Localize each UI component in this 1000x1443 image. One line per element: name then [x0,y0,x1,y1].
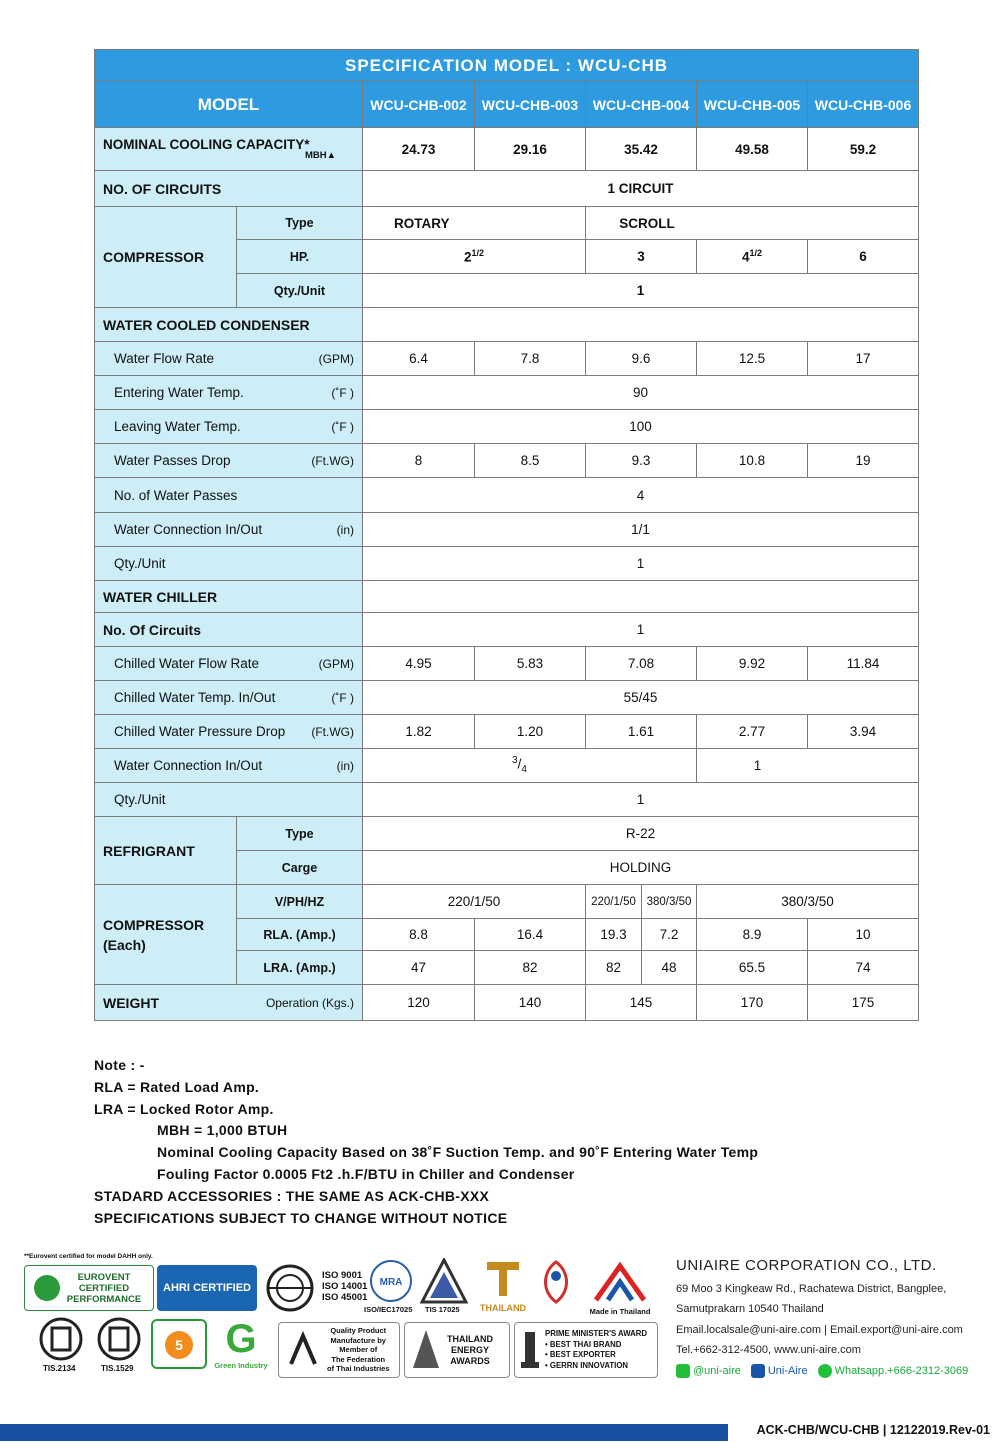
chill-flow-value: 4.95 [363,647,475,681]
tis17025-logo [420,1258,468,1304]
cond-drop-value: 10.8 [697,444,808,478]
tis-circle-icon [96,1316,142,1362]
chiller-label: WATER CHILLER [95,581,363,613]
refrigerant-type-label: Type [237,817,363,851]
nominal-value: 35.42 [586,128,697,171]
energy-label-logo [150,1318,208,1370]
note-line: SPECIFICATIONS SUBJECT TO CHANGE WITHOUT NOTICE [94,1209,508,1226]
company-info [676,1256,968,1381]
chiller-blank [363,581,919,613]
refrigerant-charge-label: Carge [237,851,363,885]
model-col: WCU-CHB-003 [475,82,586,128]
compressor-each-label: COMPRESSOR (Each) [95,885,237,985]
company-address: Samutprakarn 10540 Thailand [676,1303,824,1315]
table-title: SPECIFICATION MODEL : WCU-CHB [95,50,919,82]
cond-flow-value: 9.6 [586,342,697,376]
ilac-logo [368,1258,414,1304]
chill-flow-value: 9.92 [697,647,808,681]
tis-mark-icon [536,1258,576,1306]
nominal-value: 49.58 [697,128,808,171]
svg-text:MRA: MRA [379,1277,403,1288]
cond-flow-value: 12.5 [697,342,808,376]
chill-conn-value-b: 1 [697,749,919,783]
tis2134-label: TIS.2134 [43,1364,76,1373]
compressor-qty-label: Qty./Unit [237,274,363,308]
chill-temp-value: 55/45 [363,681,919,715]
cond-passes-value: 4 [363,478,919,513]
fti-icon [283,1330,323,1370]
compressor-hp-value: 3 [586,240,697,274]
compressor-qty-value: 1 [363,274,919,308]
tis-standard-logo [536,1258,576,1306]
refrigerant-label: REFRIGRANT [95,817,237,885]
note-line: RLA = Rated Load Amp. [94,1078,260,1095]
company-email[interactable]: Email.localsale@uni-aire.com | Email.export@uni-aire.com [676,1323,963,1336]
iso17025a-label: ISO/IEC17025 [364,1305,413,1314]
weight-value: 175 [808,985,919,1021]
weight-value: 170 [697,985,808,1021]
cond-conn-label: Water Connection In/Out (in) [95,513,363,547]
energy-label-icon [150,1318,208,1370]
note-line: Note : - [94,1057,145,1073]
note-line: Fouling Factor 0.0005 Ft2 .h.F/BTU in Chiller and Condenser [157,1165,575,1182]
document-reference: ACK-CHB/WCU-CHB | 12122019.Rev-01 [728,1419,1000,1441]
whatsapp-link[interactable]: Whatsapp.+666-2312-3069 [818,1361,969,1382]
note-line: Nominal Cooling Capacity Based on 38˚F Suction Temp. and 90˚F Entering Water Temp [157,1144,759,1161]
chill-drop-value: 1.82 [363,715,475,749]
lra-value: 82 [586,951,642,985]
vph-label: V/PH/HZ [237,885,363,919]
cond-drop-value: 8 [363,444,475,478]
pm-trophy-icon [519,1328,541,1372]
masci-logo [262,1263,318,1313]
compressor-hp-value: $2^{1/2}$ [363,240,586,274]
cond-qty-value: 1 [363,547,919,581]
chiller-circuits-value: 1 [363,613,919,647]
t-mark-icon [483,1258,523,1298]
iso-list: ISO 9001 ISO 14001 ISO 45001 [322,1270,368,1303]
rla-value: 7.2 [642,919,697,951]
mit-icon [590,1260,650,1302]
rla-value: 8.8 [363,919,475,951]
cond-drop-value: 9.3 [586,444,697,478]
whatsapp-icon [818,1364,832,1378]
chill-drop-value: 2.77 [697,715,808,749]
nominal-value: 59.2 [808,128,919,171]
eurovent-note: **Eurovent certified for model DAHH only. [24,1253,153,1260]
cond-qty-label: Qty./Unit [95,547,363,581]
nominal-value: 29.16 [475,128,586,171]
svg-text:5: 5 [175,1337,183,1353]
condenser-blank [363,308,919,342]
circuits-value: 1 CIRCUIT [363,171,919,207]
cond-flow-value: 17 [808,342,919,376]
cond-drop-value: 8.5 [475,444,586,478]
fti-logo: Quality Product Manufacture by Member of The Federation of Thai Industries [278,1322,400,1378]
svg-text:G: G [225,1317,257,1356]
tis2134-logo [38,1316,84,1362]
chill-flow-value: 7.08 [586,647,697,681]
weight-value: 145 [586,985,697,1021]
condenser-label: WATER COOLED CONDENSER [95,308,363,342]
cond-leave-value: 100 [363,410,919,444]
energy-awards-logo: THAILAND ENERGY AWARDS [404,1322,510,1378]
cond-flow-value: 6.4 [363,342,475,376]
chill-drop-value: 1.61 [586,715,697,749]
nominal-label: NOMINAL COOLING CAPACITY* MBH▲ [95,128,363,171]
model-col: WCU-CHB-002 [363,82,475,128]
nominal-value: 24.73 [363,128,475,171]
vph-value: 380/3/50 [697,885,919,919]
model-col: WCU-CHB-005 [697,82,808,128]
chiller-circuits-label: No. Of Circuits [95,613,363,647]
ahri-logo: AHRI CERTIFIED [157,1265,257,1311]
cond-drop-value: 19 [808,444,919,478]
chill-flow-value: 11.84 [808,647,919,681]
chill-qty-label: Qty./Unit [95,783,363,817]
tis-triangle-icon [420,1258,468,1304]
compressor-hp-label: HP. [237,240,363,274]
compressor-hp-value: $4^{1/2}$ [697,240,808,274]
compressor-type-scroll: SCROLL [586,207,919,240]
chill-conn-label: Water Connection In/Out (in) [95,749,363,783]
cond-flow-value: 7.8 [475,342,586,376]
green-g-icon [216,1316,266,1356]
masci-icon [262,1263,318,1313]
vph-value: 220/1/50 [586,885,642,919]
ilac-icon [368,1258,414,1304]
lra-value: 74 [808,951,919,985]
compressor-hp-value: 6 [808,240,919,274]
refrigerant-charge-value: HOLDING [363,851,919,885]
tis1529-label: TIS.1529 [101,1364,134,1373]
chill-drop-label: Chilled Water Pressure Drop (Ft.WG) [95,715,363,749]
lra-value: 65.5 [697,951,808,985]
cond-leave-label: Leaving Water Temp. (˚F ) [95,410,363,444]
chill-qty-value: 1 [363,783,919,817]
eurovent-logo: EUROVENT CERTIFIED PERFORMANCE [24,1265,154,1311]
spec-table [94,49,919,1021]
notes [94,1055,758,1229]
cond-passes-label: No. of Water Passes [95,478,363,513]
chill-conn-value-a: $^3/_4$ [363,749,697,783]
refrigerant-type-value: R-22 [363,817,919,851]
cond-flow-label: Water Flow Rate (GPM) [95,342,363,376]
tis1529-logo [96,1316,142,1362]
circuits-label: NO. OF CIRCUITS [95,171,363,207]
lra-value: 82 [475,951,586,985]
lra-label: LRA. (Amp.) [237,951,363,985]
rla-value: 16.4 [475,919,586,951]
weight-value: 120 [363,985,475,1021]
green-industry-logo: G Green Industry [214,1317,268,1370]
lra-value: 48 [642,951,697,985]
weight-label: WEIGHT Operation (Kgs.) [95,985,363,1021]
compressor-label: COMPRESSOR [95,207,237,308]
model-col: WCU-CHB-004 [586,82,697,128]
model-header: MODEL [95,82,363,128]
eurovent-icon [34,1275,60,1301]
vph-value: 380/3/50 [642,885,697,919]
facebook-icon [751,1364,765,1378]
footer-bar [0,1424,728,1441]
cond-conn-value: 1/1 [363,513,919,547]
note-line: LRA = Locked Rotor Amp. [94,1100,274,1117]
rla-value: 19.3 [586,919,642,951]
cond-enter-value: 90 [363,376,919,410]
lra-value: 47 [363,951,475,985]
model-col: WCU-CHB-006 [808,82,919,128]
made-in-thailand-logo: Made in Thailand [584,1260,656,1316]
chill-flow-value: 5.83 [475,647,586,681]
cond-drop-label: Water Passes Drop (Ft.WG) [95,444,363,478]
rla-value: 10 [808,919,919,951]
pm-award-logo: PRIME MINISTER'S AWARD • BEST THAI BRAND • BEST EXPORTER • GERRN INNOVATION [514,1322,658,1378]
rla-label: RLA. (Amp.) [237,919,363,951]
note-line: MBH = 1,000 BTUH [157,1122,288,1139]
note-line: STADARD ACCESSORIES : THE SAME AS ACK-CHB-XXX [94,1187,490,1204]
rla-value: 8.9 [697,919,808,951]
company-tel[interactable]: Tel.+662-312-4500, www.uni-aire.com [676,1344,861,1356]
trophy-icon [411,1328,441,1372]
company-name: UNIAIRE CORPORATION CO., LTD. [676,1257,937,1274]
vph-value: 220/1/50 [363,885,586,919]
thailand-trusted-logo: THAILAND [474,1258,532,1314]
line-icon [676,1364,690,1378]
chill-drop-value: 1.20 [475,715,586,749]
chill-drop-value: 3.94 [808,715,919,749]
chill-temp-label: Chilled Water Temp. In/Out (˚F ) [95,681,363,715]
line-link[interactable]: @uni-aire [676,1361,741,1382]
tis-circle-icon [38,1316,84,1362]
weight-value: 140 [475,985,586,1021]
compressor-type-rotary: ROTARY [363,207,586,240]
company-address: 69 Moo 3 Kingkeaw Rd., Rachatewa District, Bangplee, [676,1282,947,1295]
facebook-link[interactable]: Uni-Aire [751,1361,808,1382]
cond-enter-label: Entering Water Temp. (˚F ) [95,376,363,410]
tis17025-label: TIS 17025 [425,1305,460,1314]
compressor-type-label: Type [237,207,363,240]
social-links [676,1361,968,1382]
chill-flow-label: Chilled Water Flow Rate (GPM) [95,647,363,681]
